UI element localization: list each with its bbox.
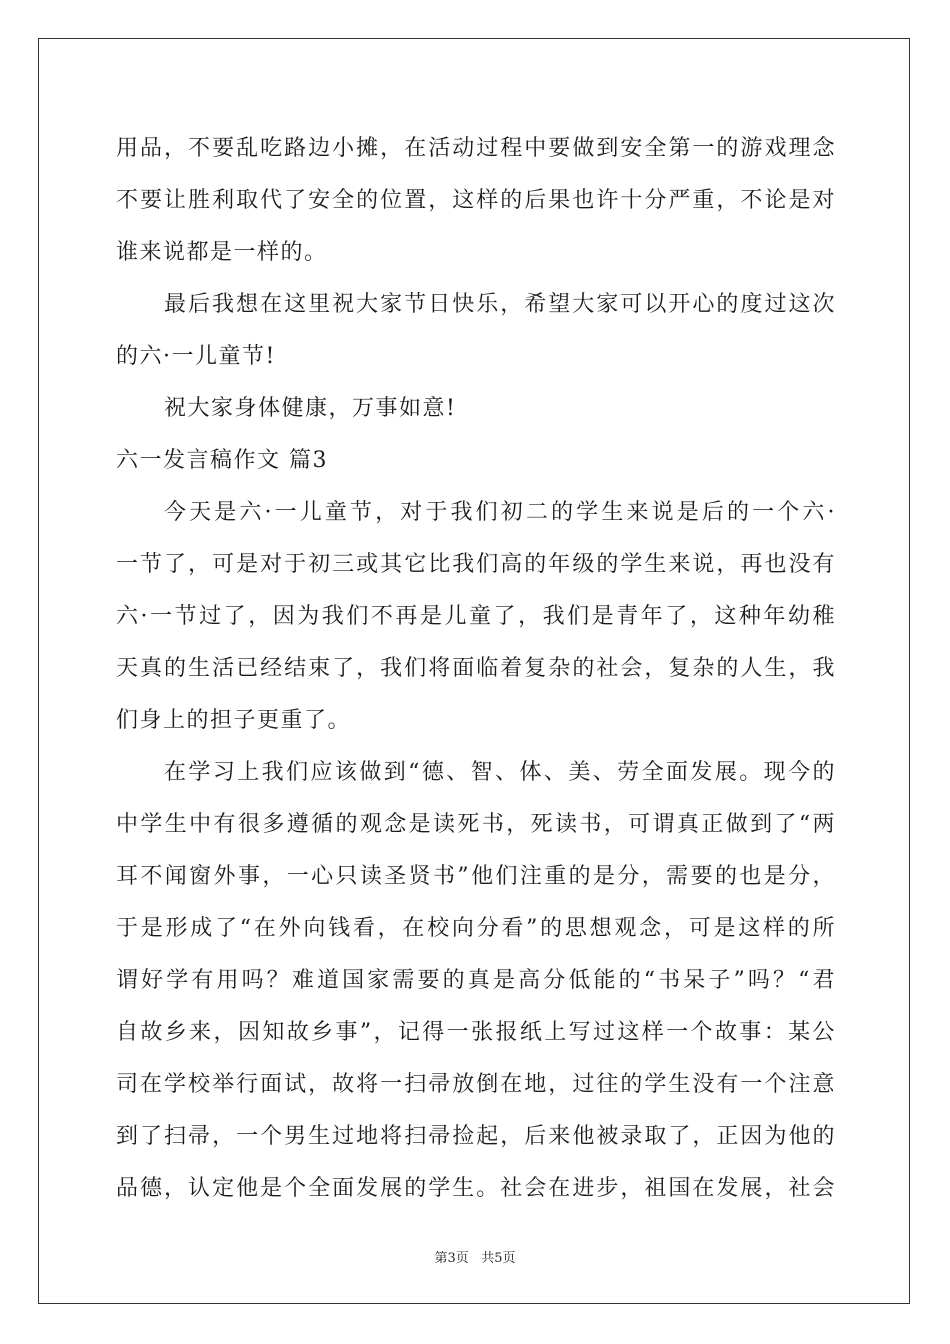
paragraph-line: 天真的生活已经结束了，我们将面临着复杂的社会，复杂的人生，我 <box>116 656 836 681</box>
paragraph-line: 耳不闻窗外事，一心只读圣贤书”他们注重的是分，需要的也是分， <box>116 864 836 889</box>
document-body <box>116 127 836 1219</box>
paragraph-line: 不要让胜利取代了安全的位置，这样的后果也许十分严重，不论是对 <box>116 188 836 213</box>
paragraph-line: 一节了，可是对于初三或其它比我们高的年级的学生来说，再也没有 <box>116 552 836 577</box>
paragraph-line: 于是形成了“在外向钱看，在校向分看”的思想观念，可是这样的所 <box>116 916 836 941</box>
paragraph-line: 中学生中有很多遵循的观念是读死书，死读书，可谓真正做到了“两 <box>116 812 836 837</box>
page-number: 第3页 <box>434 1251 469 1266</box>
paragraph-line: 谓好学有用吗？难道国家需要的真是高分低能的“书呆子”吗？“君 <box>116 968 836 993</box>
paragraph-line: 的六·一儿童节! <box>116 344 276 369</box>
paragraph-line: 六·一节过了，因为我们不再是儿童了，我们是青年了，这种年幼稚 <box>116 604 836 629</box>
paragraph-line: 用品，不要乱吃路边小摊，在活动过程中要做到安全第一的游戏理念 <box>116 136 836 161</box>
page-total: 共5页 <box>481 1251 516 1266</box>
paragraph-line: 最后我想在这里祝大家节日快乐，希望大家可以开心的度过这次 <box>164 292 836 317</box>
paragraph-line: 自故乡来，因知故乡事”，记得一张报纸上写过这样一个故事：某公 <box>116 1020 836 1045</box>
paragraph-line: 谁来说都是一样的。 <box>116 240 328 265</box>
paragraph-line: 今天是六·一儿童节，对于我们初二的学生来说是后的一个六· <box>164 500 836 525</box>
paragraph-line: 们身上的担子更重了。 <box>116 708 352 733</box>
paragraph-line: 在学习上我们应该做到“德、智、体、美、劳全面发展。现今的 <box>164 760 836 785</box>
section-heading: 六一发言稿作文 篇3 <box>116 448 328 473</box>
paragraph-line: 司在学校举行面试，故将一扫帚放倒在地，过往的学生没有一个注意 <box>116 1072 836 1097</box>
paragraph-line: 到了扫帚，一个男生过地将扫帚捡起，后来他被录取了，正因为他的 <box>116 1124 836 1149</box>
paragraph-line: 品德，认定他是个全面发展的学生。社会在进步，祖国在发展，社会 <box>116 1176 836 1201</box>
page-footer <box>0 1247 950 1266</box>
paragraph-line: 祝大家身体健康，万事如意! <box>164 396 457 421</box>
